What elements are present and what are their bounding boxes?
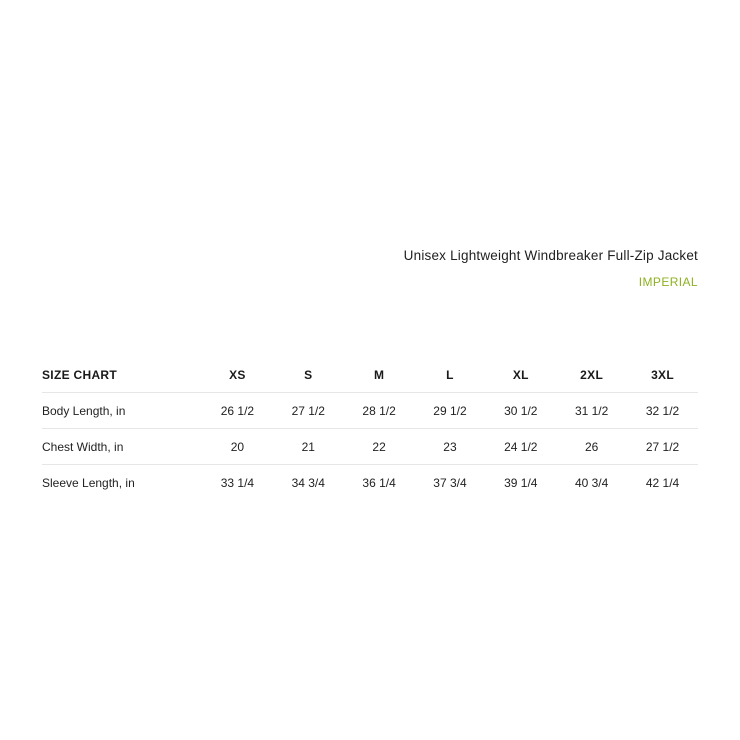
table-cell: 37 3/4: [433, 475, 467, 490]
table-cell: 20: [202, 429, 273, 465]
table-cell: 26 1/2: [202, 393, 273, 429]
table-cell: 34 3/4: [291, 475, 325, 490]
table-cell: 33 1/4: [220, 475, 255, 490]
table-cell: 26: [556, 429, 627, 465]
size-header-l: L: [415, 358, 486, 393]
size-chart-header-row: [42, 358, 698, 393]
table-cell: 21: [273, 429, 344, 465]
table-cell: 23: [415, 429, 486, 465]
table-cell: 40 3/4: [574, 475, 609, 490]
table-cell: 39 1/4: [504, 475, 538, 490]
table-cell: 27 1/2: [627, 429, 698, 465]
size-chart-heading: SIZE CHART: [42, 358, 202, 393]
table-cell: 31 1/2: [556, 393, 627, 429]
table-cell: 28 1/2: [344, 393, 415, 429]
size-header-2xl: 2XL: [556, 358, 627, 393]
table-row-sleeve-length: [42, 465, 698, 501]
table-row-body-length: [42, 393, 698, 429]
size-header-3xl: 3XL: [627, 358, 698, 393]
table-row-chest-width: [42, 429, 698, 465]
unit-system-label: IMPERIAL: [638, 275, 698, 289]
product-title: Unisex Lightweight Windbreaker Full-Zip Jacket: [403, 248, 698, 263]
row-label: Sleeve Length, in: [42, 475, 135, 490]
table-cell: 32 1/2: [627, 393, 698, 429]
size-chart-table: [42, 358, 698, 500]
table-cell: 42 1/4: [645, 475, 680, 490]
table-cell: 22: [344, 429, 415, 465]
size-header-s: S: [273, 358, 344, 393]
size-header-xs: XS: [202, 358, 273, 393]
table-cell: 36 1/4: [362, 475, 396, 490]
row-label: Body Length, in: [42, 393, 202, 429]
size-header-xl: XL: [485, 358, 556, 393]
size-header-m: M: [344, 358, 415, 393]
table-cell: 30 1/2: [485, 393, 556, 429]
table-cell: 29 1/2: [415, 393, 486, 429]
row-label: Chest Width, in: [42, 429, 202, 465]
table-cell: 24 1/2: [485, 429, 556, 465]
table-cell: 27 1/2: [273, 393, 344, 429]
